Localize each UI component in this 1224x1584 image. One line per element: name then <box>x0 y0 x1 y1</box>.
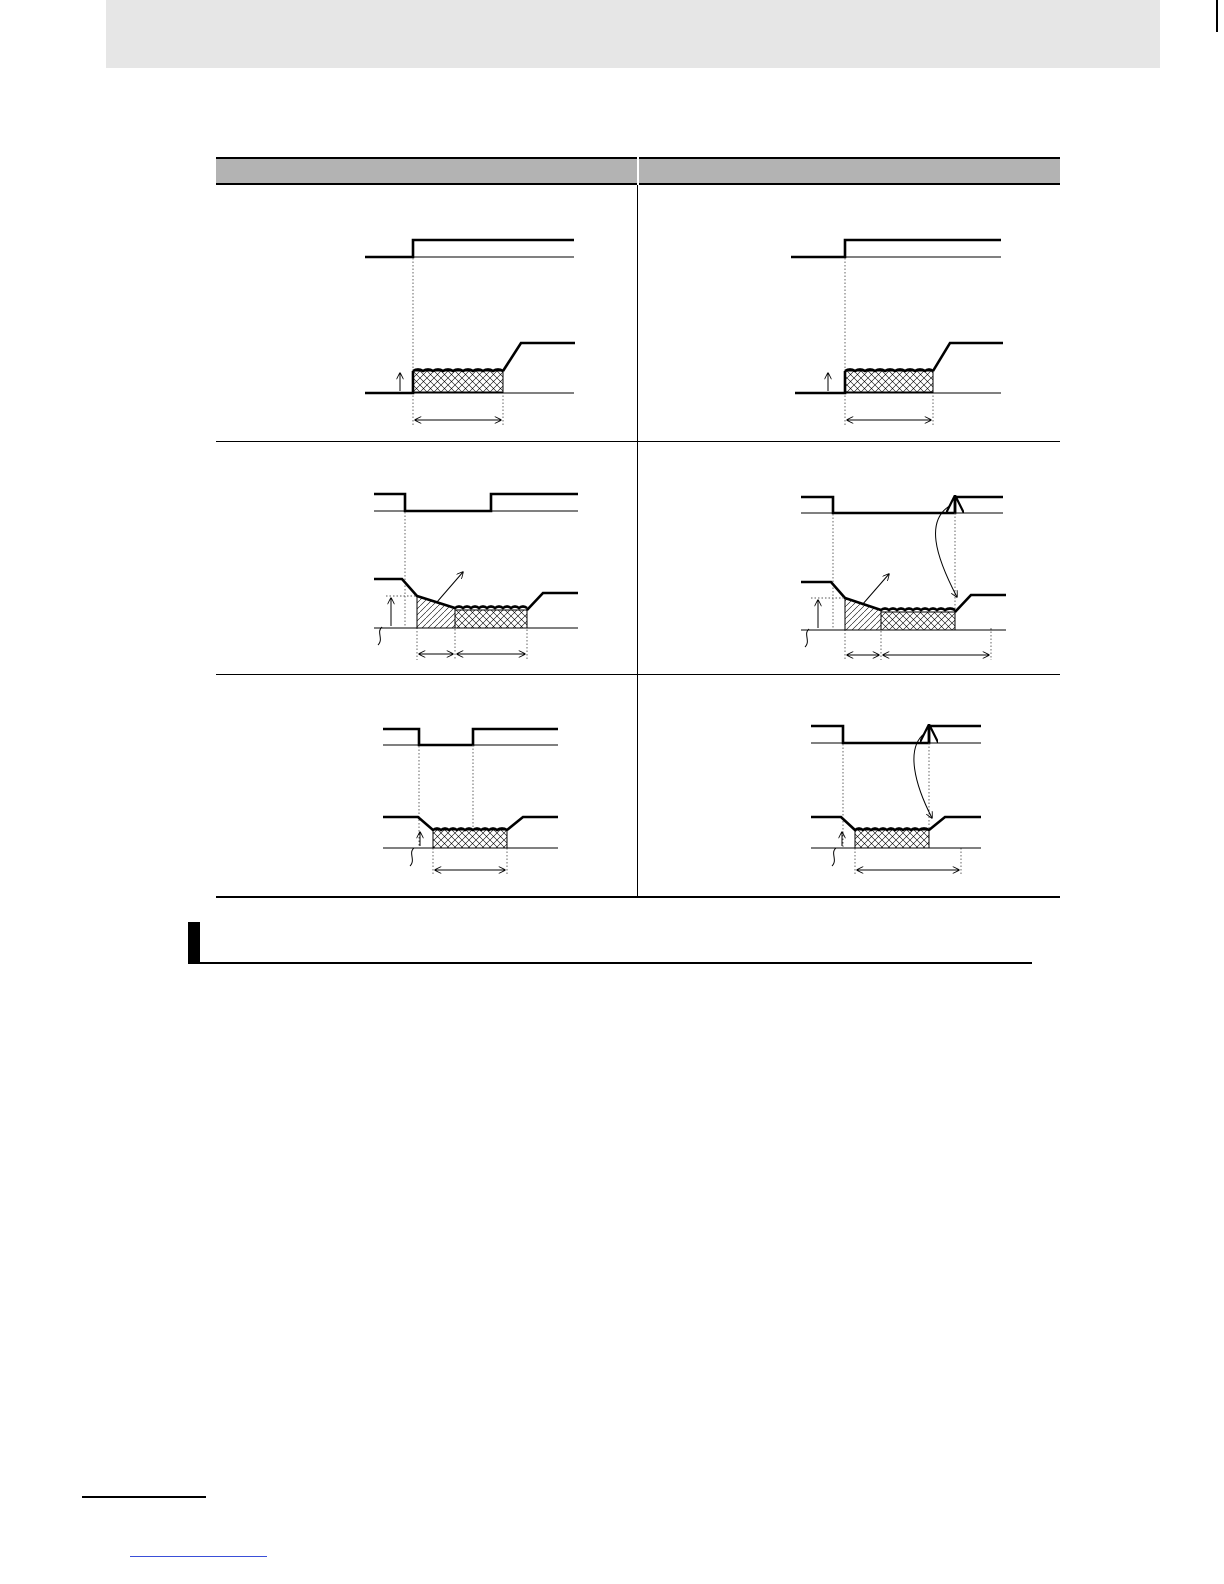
timing-diagram-r1-left <box>365 240 575 426</box>
timing-diagram-r2-right <box>801 497 1006 660</box>
footer-link[interactable] <box>130 1556 267 1557</box>
timing-diagram-r2-left <box>374 494 578 660</box>
section-heading-rule <box>188 962 1032 964</box>
section-heading-marker <box>188 922 200 964</box>
timing-diagram-r1-right <box>791 240 1003 426</box>
timing-diagram-r3-left <box>383 729 558 876</box>
timing-diagram-r3-right <box>811 726 981 876</box>
footer-rule <box>82 1496 206 1498</box>
